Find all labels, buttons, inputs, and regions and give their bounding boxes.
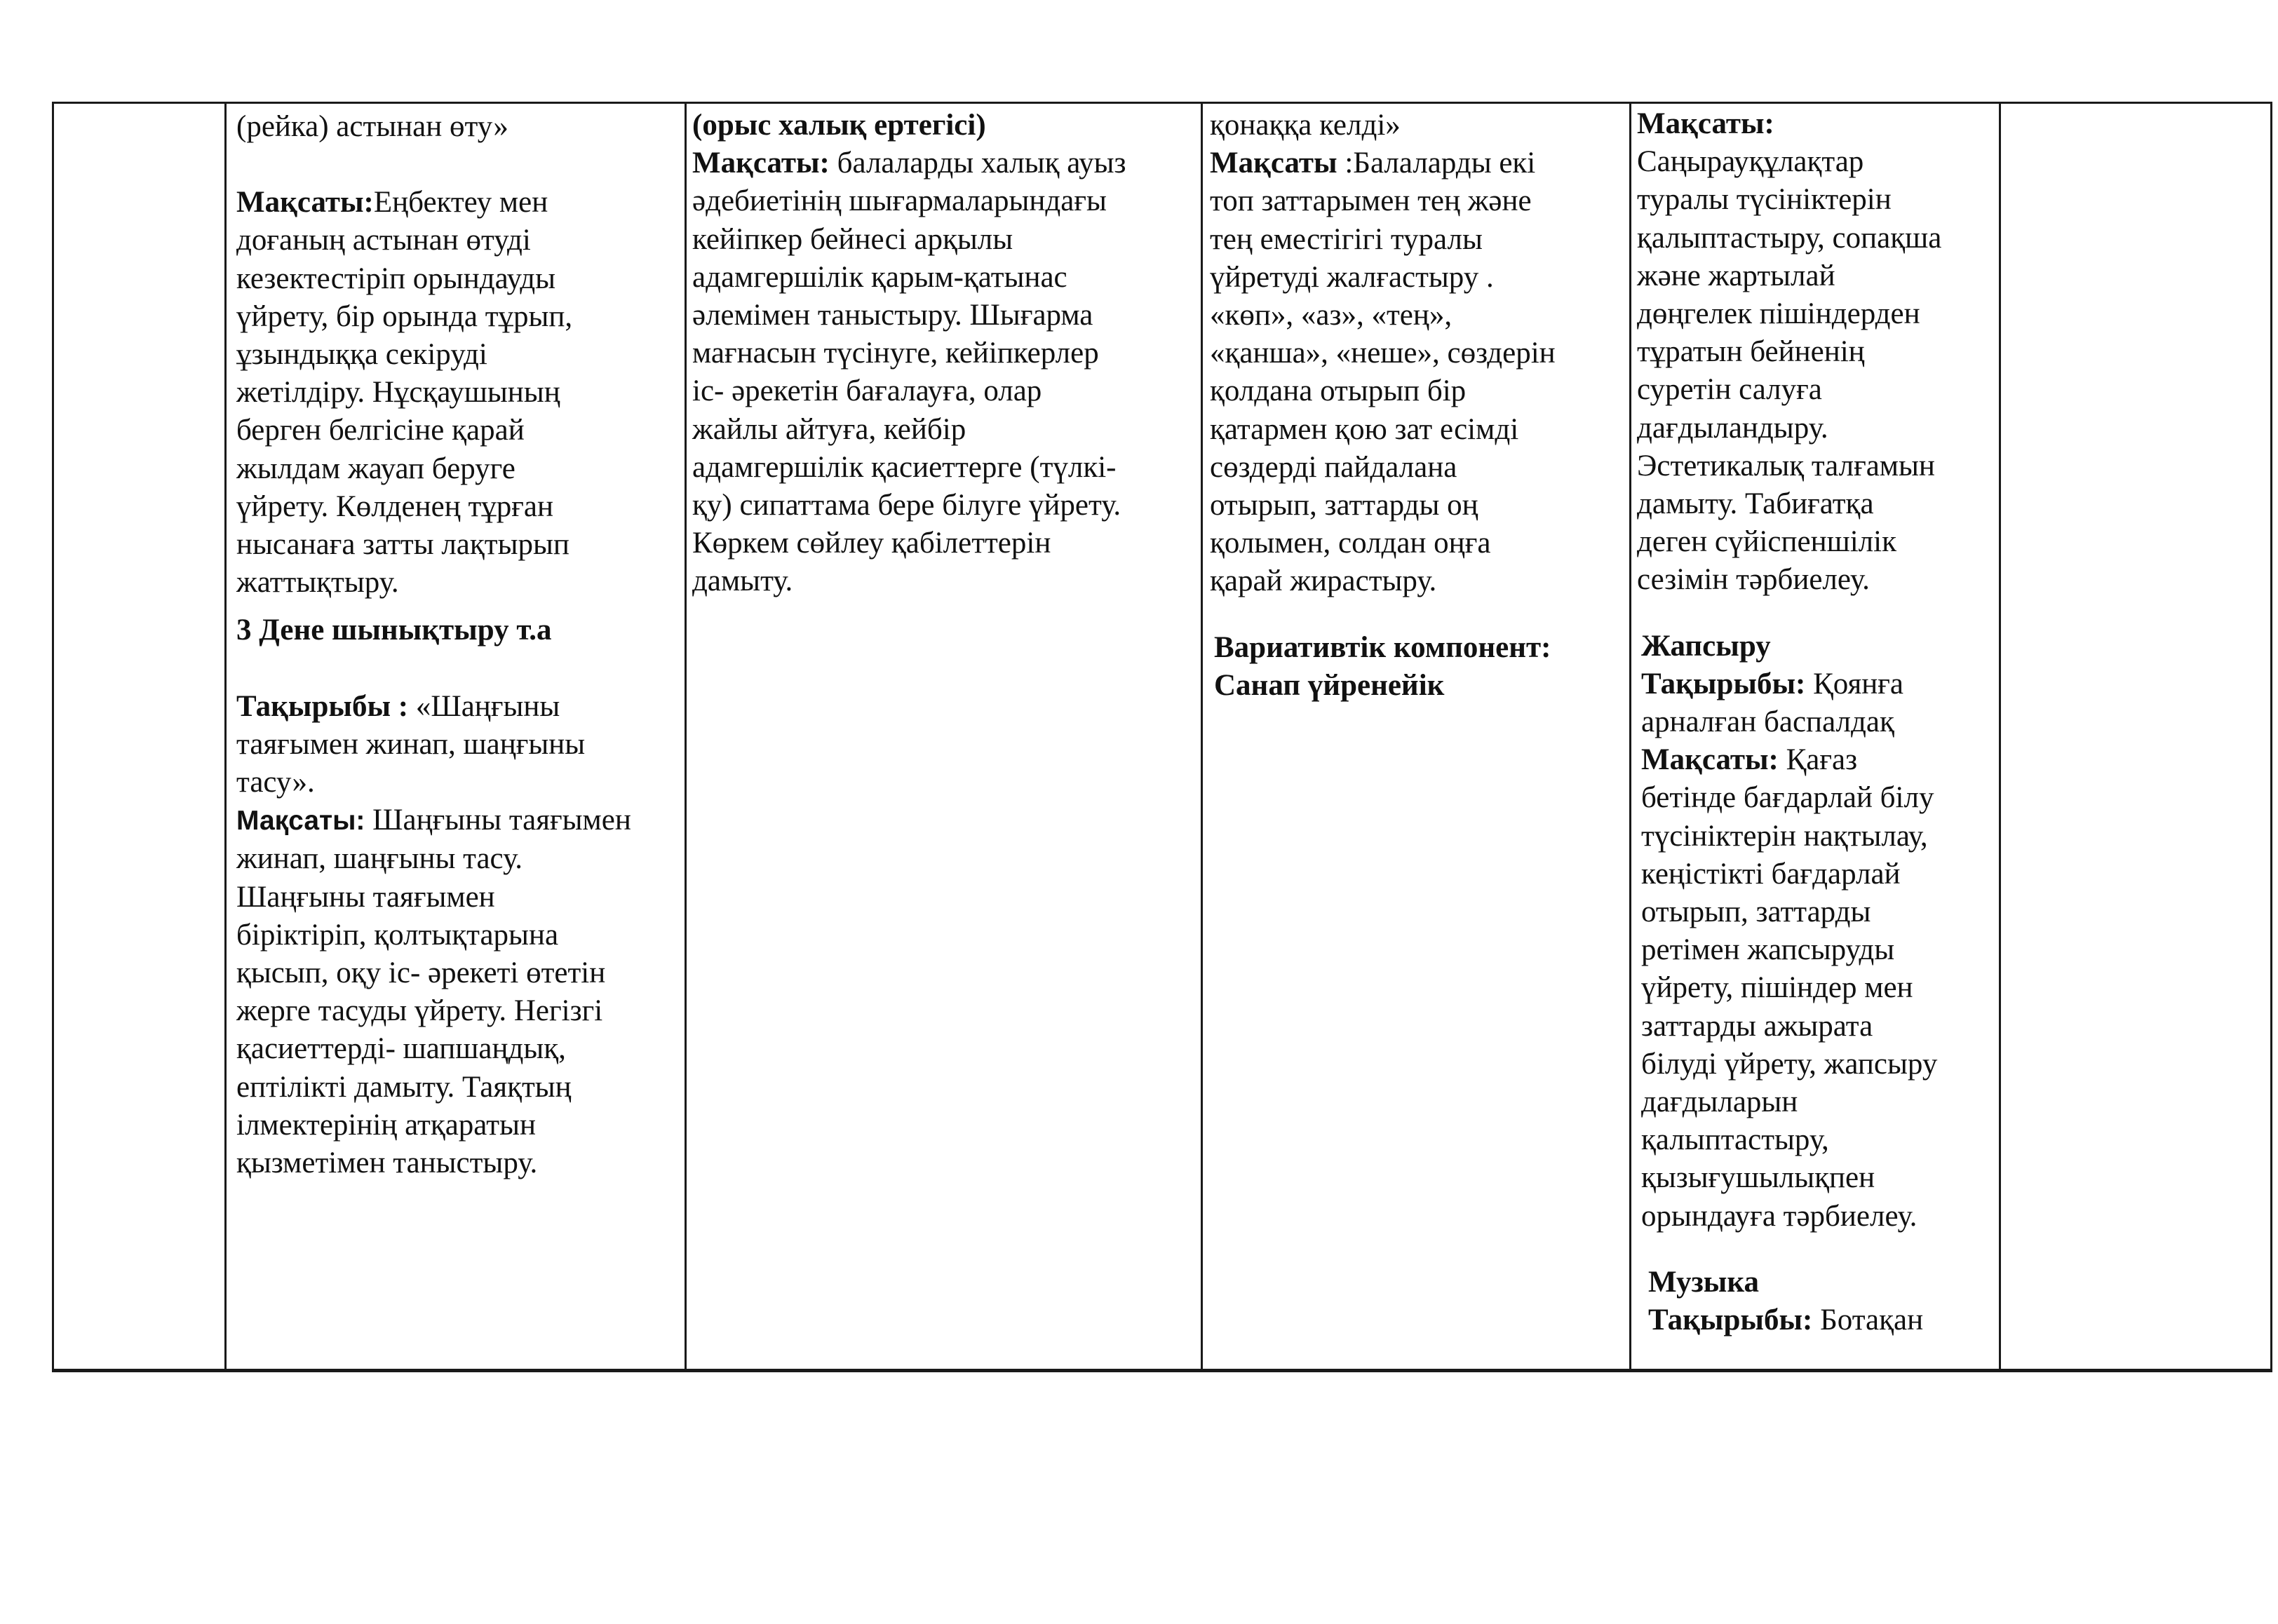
col4-goal-line: тұратын бейненің — [1637, 335, 1865, 369]
section-title: 3 Дене шынықтыру т.а — [236, 614, 552, 647]
col4-goal-line: суретін салуға — [1637, 373, 1822, 407]
applique-goal-line: ретімен жапсыруды — [1641, 933, 1895, 967]
col3-goal-line: үйретуді жалғастыру . — [1210, 260, 1494, 294]
col4-goal-line: қалыптастыру, сопақша — [1637, 221, 1942, 255]
table-column-math — [1201, 104, 1629, 1369]
col3-goal-line: сөздерді пайдалана — [1210, 450, 1457, 484]
col1-goal2-line: Шаңғыны таяғымен — [236, 880, 495, 914]
table-column-art — [1629, 104, 1999, 1369]
applique-goal-line: түсініктерін нақтылау, — [1641, 819, 1928, 853]
lesson-plan-table — [52, 102, 2272, 1372]
col1-goal-line: жаттықтыру. — [236, 566, 399, 600]
col2-goal-line: әлемімен таныстыру. Шығарма — [692, 299, 1093, 332]
table-column-literature — [685, 104, 1201, 1369]
col1-goal-line: нысанаға затты лақтырып — [236, 528, 570, 562]
col1-topic-continuation: (рейка) астынан өту» — [236, 110, 508, 143]
col1-topic-line: тасу». — [236, 766, 315, 799]
applique-goal-line: орындауға тәрбиелеу. — [1641, 1199, 1918, 1233]
col2-goal-line: жайлы айтуға, кейбір — [692, 412, 966, 446]
goal-label: Мақсаты — [1210, 147, 1337, 180]
col1-goal2-line: жерге тасуды үйрету. Негізгі — [236, 994, 603, 1028]
col1-goal2-line: жинап, шаңғыны тасу. — [236, 842, 523, 876]
col2-goal-line: қу) сипаттама бере білуге үйрету. — [692, 489, 1121, 522]
col2-goal-line: адамгершілік қасиеттерге (түлкі- — [692, 450, 1117, 484]
applique-goal-line: қалыптастыру, — [1641, 1123, 1829, 1157]
col3-goal-line: қатармен қою зат есімді — [1210, 412, 1519, 446]
col2-goal-line: іс- әрекетін бағалауға, олар — [692, 374, 1042, 408]
applique-goal-line: заттарды ажырата — [1641, 1009, 1873, 1043]
col1-goal2-line: қысып, оқу іс- әрекеті өтетін — [236, 956, 606, 990]
col4-goal-line: дағдыландыру. — [1637, 411, 1828, 445]
table-column-physical-education — [224, 104, 685, 1369]
col2-goal-first-line: Мақсаты: балаларды халық ауыз — [692, 147, 1126, 180]
music-title: Музыка — [1648, 1265, 1759, 1299]
col1-goal2-first-line: Мақсаты: Шаңғыны таяғымен — [236, 804, 631, 837]
col4-goal-line: дөңгелек пішіндерден — [1637, 297, 1920, 331]
applique-goal-line: кеңістікті бағдарлай — [1641, 857, 1901, 891]
col3-goal-line: қолымен, солдан оңға — [1210, 527, 1491, 560]
col3-goal-line: тең еместігігі туралы — [1210, 222, 1483, 256]
col1-goal-line: доғаның астынан өтуді — [236, 224, 531, 257]
table-column-empty-right — [1999, 104, 2272, 1369]
topic-label: Тақырыбы : — [236, 689, 409, 723]
col1-goal2-line: ептілікті дамыту. Таяқтың — [236, 1070, 572, 1104]
col4-goal-line: деген сүйіспеншілік — [1637, 525, 1896, 559]
col1-goal2-line: қызметімен таныстыру. — [236, 1146, 538, 1180]
applique-topic-line: арналған баспалдақ — [1641, 705, 1894, 739]
variative-component-label: Вариативтік компонент: — [1214, 630, 1551, 664]
col1-topic-first-line: Тақырыбы : «Шаңғыны — [236, 689, 560, 723]
col1-topic-line: таяғымен жинап, шаңғыны — [236, 727, 586, 761]
col2-goal-line: мағнасын түсінуге, кейіпкерлер — [692, 337, 1099, 370]
col1-goal-line: жетілдіру. Нұсқаушының — [236, 376, 560, 410]
col4-goal-line: Саңырауқұлақтар — [1637, 145, 1864, 179]
col3-goal-line: отырып, заттарды оң — [1210, 489, 1478, 522]
col1-goal-line: кезектестіріп орындауды — [236, 262, 556, 295]
topic-label: Тақырыбы: — [1648, 1304, 1813, 1337]
col1-goal2-line: ілмектерінің атқаратын — [236, 1108, 536, 1142]
col3-goal-line: «көп», «аз», «тең», — [1210, 299, 1453, 332]
col2-goal-line: кейіпкер бейнесі арқылы — [692, 222, 1013, 256]
applique-goal-line: бетінде бағдарлай білу — [1641, 781, 1934, 815]
col4-goal-line: және жартылай — [1637, 259, 1835, 292]
col3-goal-first-line: Мақсаты :Балаларды екі — [1210, 147, 1536, 180]
col1-goal-line: ұзындыққа секіруді — [236, 338, 487, 372]
table-column-empty-left — [52, 104, 224, 1369]
col1-goal-line: жылдам жауап беруге — [236, 452, 515, 485]
col2-goal-line: әдебиетінің шығармаларындағы — [692, 184, 1107, 218]
goal-label: Мақсаты: — [236, 186, 374, 219]
goal-label: Мақсаты: — [1641, 743, 1779, 777]
col2-title: (орыс халық ертегісі) — [692, 109, 986, 142]
applique-topic-first-line: Тақырыбы: Қоянға — [1641, 667, 1903, 701]
col4-goal-line: Эстетикалық талғамын — [1637, 449, 1935, 482]
col4-goal-line: сезімін тәрбиелеу. — [1637, 563, 1870, 597]
col1-goal-line: үйрету, бір орында тұрып, — [236, 299, 573, 333]
col3-goal-line: «қанша», «неше», сөздерін — [1210, 337, 1556, 370]
col4-goal-line: туралы түсініктерін — [1637, 183, 1892, 217]
col1-goal-line: берген белгісіне қарай — [236, 414, 525, 447]
col3-goal-line: топ заттарымен тең және — [1210, 184, 1532, 218]
goal-label: Мақсаты: — [1637, 107, 1774, 140]
variative-component-value: Санап үйренейік — [1214, 668, 1445, 702]
applique-title: Жапсыру — [1641, 629, 1771, 663]
applique-goal-line: қызығушылықпен — [1641, 1161, 1875, 1195]
music-topic-line: Тақырыбы: Ботақан — [1648, 1304, 1924, 1337]
applique-goal-line: үйрету, пішіндер мен — [1641, 971, 1913, 1005]
col1-goal2-line: қасиеттерді- шапшаңдық, — [236, 1032, 566, 1066]
col1-goal2-line: біріктіріп, қолтықтарына — [236, 918, 559, 952]
applique-goal-line: дағдыларын — [1641, 1085, 1798, 1119]
col3-goal-line: қарай жирастыру. — [1210, 564, 1437, 598]
applique-goal-line: білуді үйрету, жапсыру — [1641, 1047, 1938, 1081]
col3-goal-line: қолдана отырып бір — [1210, 374, 1467, 408]
col2-goal-line: Көркем сөйлеу қабілеттерін — [692, 527, 1051, 560]
col1-goal-first-line: Мақсаты:Еңбектеу мен — [236, 186, 548, 219]
applique-goal-line: отырып, заттарды — [1641, 895, 1871, 929]
applique-goal-first-line: Мақсаты: Қағаз — [1641, 743, 1858, 777]
col3-topic-continuation: қонаққа келді» — [1210, 109, 1401, 142]
col4-goal-line: дамыту. Табиғатқа — [1637, 487, 1874, 521]
topic-label: Тақырыбы: — [1641, 667, 1806, 701]
col1-goal-line: үйрету. Көлденең тұрған — [236, 489, 554, 523]
col2-goal-line: адамгершілік қарым-қатынас — [692, 260, 1067, 294]
goal-label: Мақсаты: — [692, 147, 830, 180]
goal-label: Мақсаты: — [236, 806, 365, 837]
col2-goal-line: дамыту. — [692, 564, 793, 598]
